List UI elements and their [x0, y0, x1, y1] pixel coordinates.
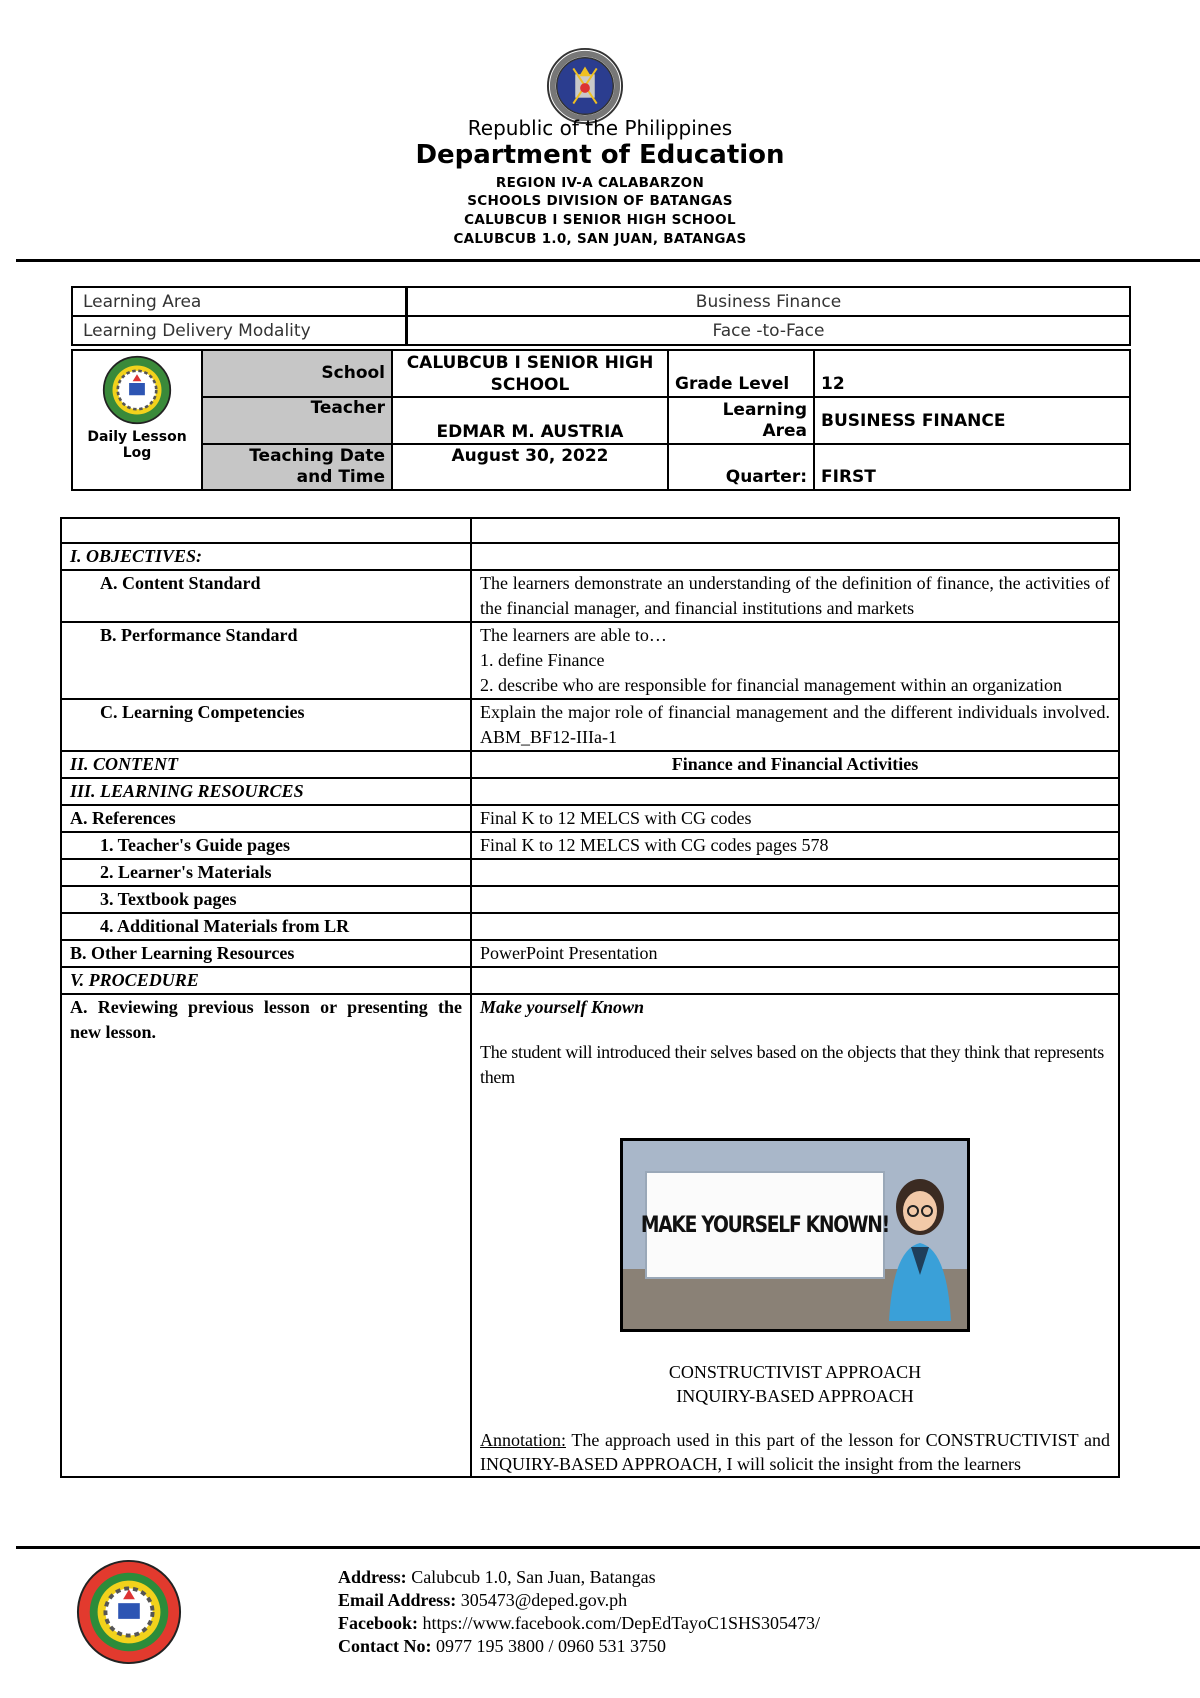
school-name-text: CALUBCUB I SENIOR HIGH SCHOOL [464, 212, 736, 228]
daily-lesson-log-table [60, 517, 1120, 1478]
additional-materials-value [471, 913, 1119, 940]
blank-header-right [471, 518, 1119, 543]
school-value: CALUBCUB I SENIOR HIGH SCHOOL [392, 350, 668, 397]
school-seal-icon [102, 355, 172, 425]
annotation-text: The approach used in this part of the lesson for CONSTRUCTIVIST and INQUIRY-BASED APPROACH, I will solicit the insight from the learners [480, 1430, 1110, 1474]
region-text: REGION IV-A CALABARZON [495, 175, 705, 191]
performance-standard-value [471, 622, 1119, 699]
content-heading: II. CONTENT [61, 751, 471, 778]
content-standard-label: A. Content Standard [61, 570, 471, 622]
constructivist-approach: CONSTRUCTIVIST APPROACH [668, 1362, 922, 1382]
learning-area-table [71, 286, 1131, 346]
daily-lesson-log-caption: Daily Lesson Log [87, 429, 187, 461]
learning-competencies-label: C. Learning Competencies [61, 699, 471, 751]
content-value: Finance and Financial Activities [471, 751, 1119, 778]
learners-materials-value [471, 859, 1119, 886]
procedure-heading: V. PROCEDURE [61, 967, 471, 994]
performance-line: The learners are able to… [480, 625, 667, 645]
approach-list [480, 1360, 1110, 1408]
modality-label: Learning Delivery Modality [72, 316, 407, 345]
teacher-illustration-icon [881, 1171, 959, 1321]
textbook-pages-value [471, 886, 1119, 913]
annotation-label: Annotation: [480, 1430, 566, 1450]
footer-email: Email Address: 305473@deped.gov.ph [338, 1590, 628, 1610]
annotation-paragraph [480, 1428, 1110, 1476]
quarter-value: FIRST [814, 444, 1130, 490]
quarter-label: Quarter: [668, 444, 814, 490]
performance-line: 2. describe who are responsible for financial management within an organization [480, 675, 1062, 695]
image-title-text: MAKE YOURSELF KNOWN! [641, 1212, 890, 1238]
teaching-date-value: August 30, 2022 [392, 444, 668, 490]
learning-area-label: Learning Area [72, 287, 407, 316]
header-divider [16, 259, 1200, 262]
performance-standard-label: B. Performance Standard [61, 622, 471, 699]
school-footer-seal-logo [75, 1558, 183, 1666]
school-logo-cell [72, 350, 202, 490]
division-text: SCHOOLS DIVISION OF BATANGAS [467, 193, 733, 209]
teachers-guide-label: 1. Teacher's Guide pages [61, 832, 471, 859]
learners-materials-label: 2. Learner's Materials [61, 859, 471, 886]
school-label: School [202, 350, 392, 397]
content-standard-value: The learners demonstrate an understanding of the definition of finance, the activities of the financial manager, and financial institutions and markets [471, 570, 1119, 622]
footer-address: Address: Calubcub 1.0, San Juan, Batangas [338, 1567, 656, 1587]
republic-text: Republic of the Philippines [467, 116, 733, 140]
objectives-value [471, 543, 1119, 570]
footer-facebook: Facebook: https://www.facebook.com/DepEdTayoC1SHS305473/ [338, 1613, 821, 1633]
footer-divider [16, 1546, 1200, 1549]
learning-area-value: Business Finance [407, 287, 1131, 316]
performance-line: 1. define Finance [480, 650, 605, 670]
objectives-heading: I. OBJECTIVES: [61, 543, 471, 570]
learning-area-label-2: Learning Area [668, 397, 814, 444]
additional-materials-label: 4. Additional Materials from LR [61, 913, 471, 940]
lesson-log-info-table [71, 349, 1131, 491]
teacher-label: Teacher [202, 397, 392, 444]
school-address-text: CALUBCUB 1.0, SAN JUAN, BATANGAS [453, 231, 747, 247]
learning-area-value-2: BUSINESS FINANCE [814, 397, 1130, 444]
learning-resources-heading: III. LEARNING RESOURCES [61, 778, 471, 805]
references-label: A. References [61, 805, 471, 832]
deped-seal-logo [546, 47, 624, 125]
other-resources-value: PowerPoint Presentation [471, 940, 1119, 967]
footer-contact-block [338, 1566, 820, 1658]
footer-contact: Contact No: 0977 195 3800 / 0960 531 3750 [338, 1636, 666, 1656]
modality-value: Face -to-Face [407, 316, 1131, 345]
teacher-value: EDMAR M. AUSTRIA [392, 397, 668, 444]
learning-resources-value [471, 778, 1119, 805]
grade-level-value: 12 [814, 350, 1130, 397]
teaching-date-label: Teaching Date and Time [202, 444, 392, 490]
make-yourself-known-image [620, 1138, 970, 1332]
procedure-value [471, 967, 1119, 994]
learning-competencies-value: Explain the major role of financial management and the different individuals involved. ABM_BF12-IIIa-1 [471, 699, 1119, 751]
reviewing-lesson-label: A. Reviewing previous lesson or presenting the new lesson. [61, 994, 471, 1477]
activity-description: The student will introduced their selves based on the objects that they think that represents them [480, 1042, 1104, 1087]
activity-title: Make yourself Known [480, 997, 645, 1017]
grade-level-label: Grade Level [668, 350, 814, 397]
other-resources-label: B. Other Learning Resources [61, 940, 471, 967]
department-title: Department of Education [415, 140, 785, 170]
blank-header-left [61, 518, 471, 543]
inquiry-based-approach: INQUIRY-BASED APPROACH [676, 1386, 914, 1406]
textbook-pages-label: 3. Textbook pages [61, 886, 471, 913]
reviewing-lesson-content [471, 994, 1119, 1477]
references-value: Final K to 12 MELCS with CG codes [471, 805, 1119, 832]
teachers-guide-value: Final K to 12 MELCS with CG codes pages 578 [471, 832, 1119, 859]
